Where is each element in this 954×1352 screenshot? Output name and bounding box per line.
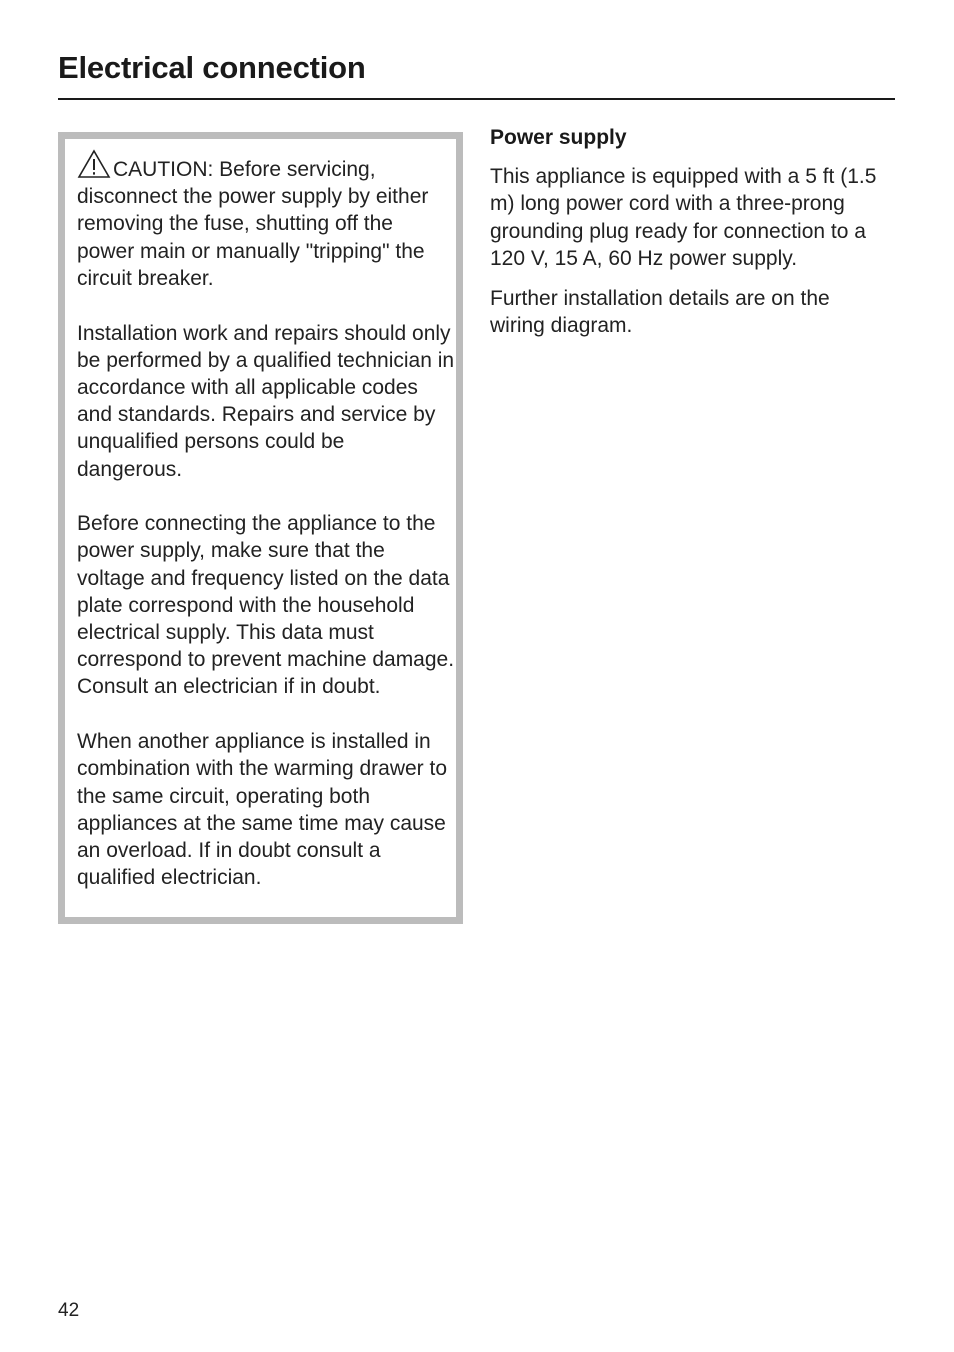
page-number: 42 xyxy=(58,1300,80,1321)
caution-paragraph-1 xyxy=(77,149,455,292)
power-supply-paragraph-2: Further installation details are on the wiring diagram. xyxy=(490,287,830,338)
caution-paragraph-4: When another appliance is installed in combination with the warming drawer to the same circuit, operating both appliances at the same time may cause an overload. If in doubt consult a qualified electrician. xyxy=(77,730,448,890)
warning-triangle-icon xyxy=(77,149,111,179)
power-supply-paragraph-1: This appliance is equipped with a 5 ft (1.5 m) long power cord with a three-prong grounding plug ready for connection to a 120 V, 15 A, 60 Hz power supply. xyxy=(490,165,877,270)
page-title: Electrical connection xyxy=(58,50,366,85)
caution-text xyxy=(77,149,455,891)
caution-paragraph-2: Installation work and repairs should only be performed by a qualified technician in accordance with all applicable codes and standards. Repairs and service by unqualified persons could be dangerous. xyxy=(77,321,455,481)
caution-paragraph-1-text: CAUTION: Before servicing, disconnect the power supply by either removing the fuse, shutting off the power main or manually "tripping" the circuit breaker. xyxy=(77,158,429,290)
section-heading: Power supply xyxy=(490,126,627,149)
caution-box xyxy=(58,132,463,924)
power-supply-section xyxy=(490,124,890,352)
title-divider xyxy=(58,98,895,100)
caution-paragraph-3: Before connecting the appliance to the power supply, make sure that the voltage and frequency listed on the data plate correspond with the household electrical supply. This data must correspond to prevent machine damage. Consult an electrician if in doubt. xyxy=(77,512,455,699)
